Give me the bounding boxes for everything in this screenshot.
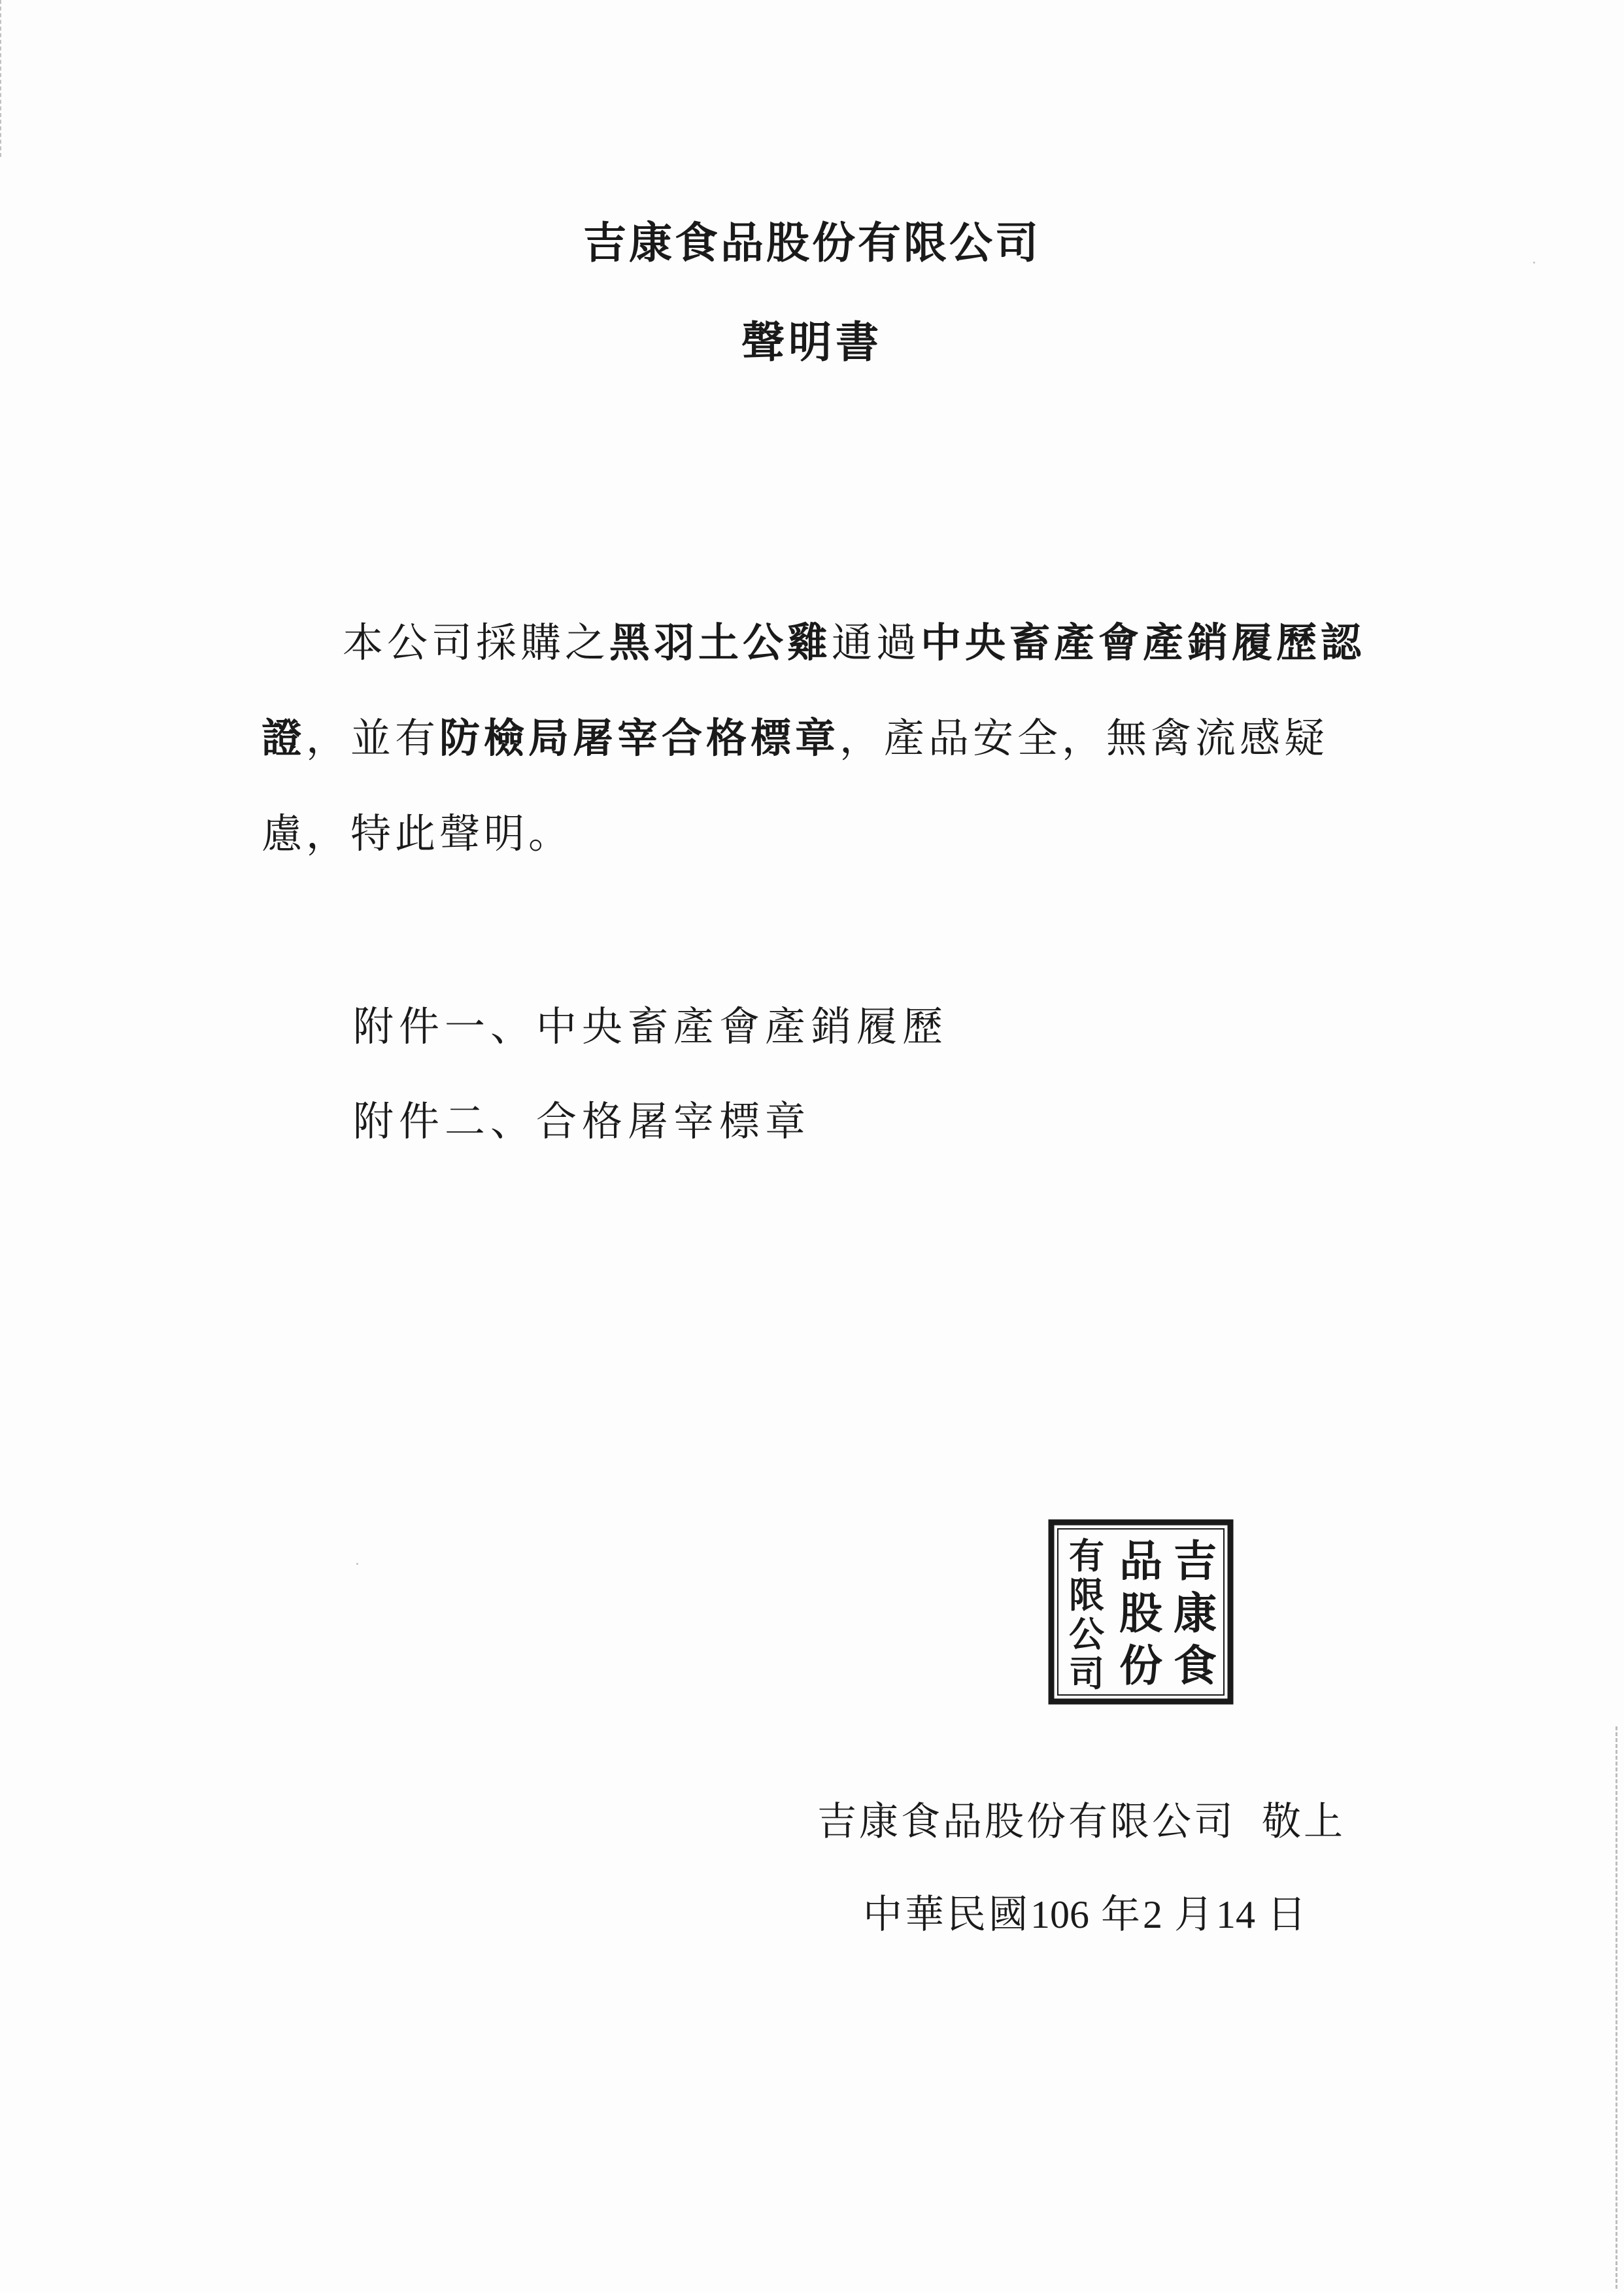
signature-company: 吉康食品股份有限公司 bbox=[817, 1799, 1236, 1845]
statement-paragraph bbox=[262, 595, 1373, 881]
statement-text: 本公司採購之 bbox=[343, 619, 610, 666]
statement-text: ，產品安全，無禽流感疑慮，特此聲明。 bbox=[262, 714, 1329, 857]
signature-line bbox=[817, 1790, 1345, 1847]
attachment-1: 附件一、中央畜產會產銷履歷 bbox=[353, 1002, 949, 1050]
date-day: 14 bbox=[1216, 1893, 1255, 1936]
svg-text:股: 股 bbox=[1119, 1588, 1162, 1639]
company-title: 吉康食品股份有限公司 bbox=[583, 217, 1041, 268]
statement-bold-certification: 中央畜產會產銷履歷認證 bbox=[262, 619, 1366, 762]
svg-text:有: 有 bbox=[1069, 1535, 1104, 1577]
svg-text:限: 限 bbox=[1069, 1574, 1104, 1616]
statement-text: 通過 bbox=[832, 619, 921, 666]
svg-text:吉: 吉 bbox=[1174, 1535, 1217, 1586]
svg-text:公: 公 bbox=[1069, 1613, 1104, 1655]
svg-text:司: 司 bbox=[1069, 1652, 1104, 1694]
date-year-unit: 年 bbox=[1101, 1892, 1143, 1938]
scan-speck bbox=[356, 1563, 358, 1565]
signature-closing: 敬上 bbox=[1262, 1799, 1345, 1845]
svg-text:康: 康 bbox=[1174, 1588, 1217, 1639]
date-line bbox=[863, 1883, 1309, 1940]
statement-text: ，並有 bbox=[306, 714, 440, 762]
document-title: 聲明書 bbox=[741, 316, 883, 368]
svg-text:品: 品 bbox=[1119, 1535, 1162, 1586]
svg-text:食: 食 bbox=[1174, 1640, 1217, 1691]
date-era: 中華民國 bbox=[863, 1892, 1030, 1938]
attachment-2: 附件二、合格屠宰標章 bbox=[353, 1097, 811, 1145]
company-seal-stamp bbox=[1046, 1517, 1236, 1707]
statement-bold-label: 防檢局屠宰合格標章 bbox=[439, 714, 840, 762]
scan-edge-left bbox=[0, 0, 5, 157]
statement-bold-product: 黑羽土公雞 bbox=[609, 619, 832, 666]
date-month: 2 bbox=[1143, 1893, 1162, 1936]
date-day-unit: 日 bbox=[1267, 1892, 1309, 1938]
scan-edge-right bbox=[1614, 1726, 1617, 2289]
date-year: 106 bbox=[1030, 1893, 1089, 1936]
date-month-unit: 月 bbox=[1174, 1892, 1216, 1938]
svg-text:份: 份 bbox=[1119, 1640, 1162, 1691]
